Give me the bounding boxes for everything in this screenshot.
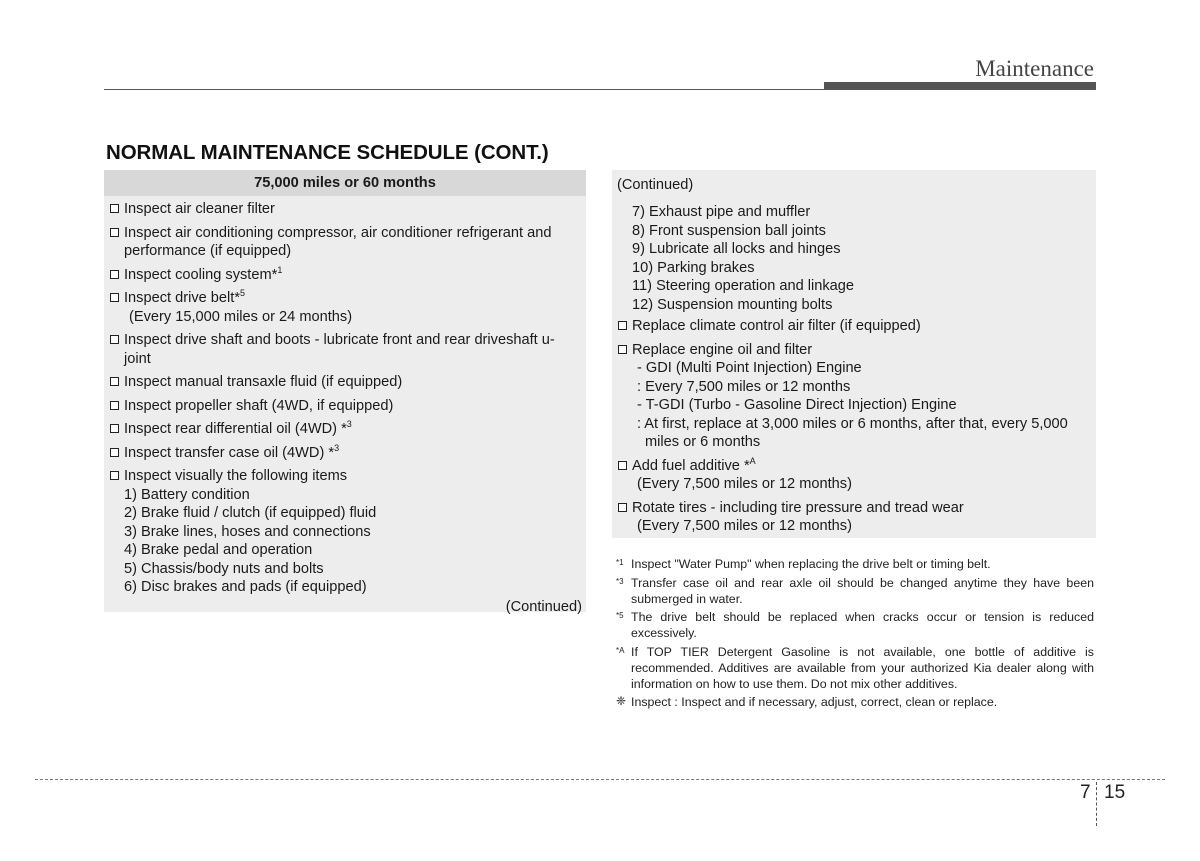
- detail-line: : Every 7,500 miles or 12 months: [637, 378, 851, 395]
- footnote-text: The drive belt should be replaced when cracks occur or tension is reduced excessively.: [631, 610, 1094, 641]
- item-text: Inspect rear differential oil (4WD) *: [124, 421, 347, 437]
- checkbox-icon: [618, 321, 627, 330]
- checkbox-icon: [110, 471, 119, 480]
- list-item: 10) Parking brakes: [632, 259, 755, 276]
- item-text: Add fuel additive *: [632, 457, 750, 474]
- footnote: [616, 576, 1094, 608]
- page-number: 15: [1104, 782, 1126, 803]
- footnote-ref: 3: [346, 419, 352, 430]
- checkbox-icon: [110, 204, 119, 213]
- footnote-text: If TOP TIER Detergent Gasoline is not available, one bottle of additive is recommended. Additives are available from your authorized Kia dealer along with information on how to use them. Do not mix other additives.: [631, 644, 1094, 691]
- checkbox-icon: [618, 503, 627, 512]
- footnote: [616, 610, 1094, 642]
- footnote-text: Inspect "Water Pump" when replacing the drive belt or timing belt.: [631, 557, 991, 571]
- list-item: [110, 373, 580, 392]
- footnote-mark: *A: [616, 645, 625, 655]
- checkbox-icon: [110, 401, 119, 410]
- interval-text: (Every 15,000 miles or 24 months): [129, 308, 353, 325]
- checkbox-icon: [110, 424, 119, 433]
- checkbox-icon: [110, 377, 119, 386]
- list-item: [110, 331, 580, 368]
- item-text: Inspect air conditioning compressor, air conditioner refrigerant and performance (if equipped): [124, 224, 552, 259]
- chapter-number: 7: [1080, 782, 1091, 803]
- header-rule-accent: [824, 82, 1096, 90]
- list-item: [618, 499, 1090, 536]
- list-item: 5) Chassis/body nuts and bolts: [124, 560, 324, 577]
- schedule-panel-left: [104, 170, 586, 615]
- footnote-mark: *3: [616, 576, 624, 586]
- footnotes: [616, 557, 1094, 714]
- list-item: [110, 200, 580, 219]
- schedule-list-left: [104, 196, 586, 597]
- list-item: [110, 444, 580, 463]
- checkbox-icon: [110, 293, 119, 302]
- page-number-divider: [1096, 782, 1097, 826]
- interval-text: (Every 7,500 miles or 12 months): [637, 518, 852, 534]
- visual-check-list: [612, 198, 1096, 314]
- item-text: Replace engine oil and filter: [632, 341, 813, 358]
- list-item: [618, 457, 1090, 494]
- list-item: [110, 467, 580, 597]
- item-text: Inspect cooling system*: [124, 266, 278, 283]
- schedule-list-right: [612, 317, 1096, 536]
- checkbox-icon: [618, 345, 627, 354]
- checkbox-icon: [618, 461, 627, 470]
- list-item: 11) Steering operation and linkage: [632, 278, 855, 294]
- footnote: [616, 645, 1094, 692]
- checkbox-icon: [110, 228, 119, 237]
- footnote: [616, 695, 1094, 711]
- checkbox-icon: [110, 335, 119, 344]
- footnote-ref: 1: [277, 264, 283, 275]
- footnote: [616, 557, 1094, 573]
- list-item: [618, 317, 1090, 336]
- list-item: [110, 397, 580, 416]
- detail-line: - GDI (Multi Point Injection) Engine: [637, 360, 862, 376]
- item-text: Inspect drive shaft and boots - lubricate front and rear driveshaft u-joint: [124, 332, 555, 367]
- footnote-ref: 5: [240, 288, 246, 299]
- list-item: 8) Front suspension ball joints: [632, 222, 826, 239]
- continued-label: (Continued): [505, 598, 582, 615]
- interval-text: (Every 7,500 miles or 12 months): [637, 476, 852, 492]
- list-item: [110, 266, 580, 285]
- checkbox-icon: [110, 270, 119, 279]
- item-text: Inspect propeller shaft (4WD, if equipped): [124, 397, 394, 414]
- item-text: Rotate tires - including tire pressure and tread wear: [632, 499, 964, 516]
- footnote-ref: 3: [334, 442, 340, 453]
- list-item: 4) Brake pedal and operation: [124, 542, 313, 558]
- list-item: 1) Battery condition: [124, 486, 250, 503]
- footnote-mark: *5: [616, 611, 624, 621]
- detail-line: - T-GDI (Turbo - Gasoline Direct Injection) Engine: [637, 397, 957, 413]
- item-text: Inspect visually the following items: [124, 468, 348, 484]
- list-item: 9) Lubricate all locks and hinges: [632, 241, 841, 257]
- footnote-mark: ❈: [616, 694, 627, 709]
- item-text: Inspect drive belt*: [124, 290, 241, 306]
- page-title: NORMAL MAINTENANCE SCHEDULE (CONT.): [106, 141, 549, 164]
- detail-line: miles or 6 months: [645, 434, 761, 450]
- list-item: 3) Brake lines, hoses and connections: [124, 523, 371, 540]
- item-text: Replace climate control air filter (if equipped): [632, 318, 921, 334]
- item-text: Inspect manual transaxle fluid (if equipped): [124, 374, 403, 390]
- list-item: [110, 289, 580, 326]
- footer-rule: [35, 779, 1165, 780]
- footnote-text: Inspect : Inspect and if necessary, adjust, correct, clean or replace.: [631, 695, 998, 710]
- continued-label: (Continued): [617, 177, 694, 193]
- item-text: Inspect air cleaner filter: [124, 201, 275, 217]
- interval-heading: 75,000 miles or 60 months: [104, 170, 586, 196]
- visual-check-list: [124, 486, 580, 597]
- section-title: Maintenance: [975, 56, 1094, 81]
- schedule-panel-right: [612, 170, 1096, 538]
- list-item: 7) Exhaust pipe and muffler: [632, 204, 811, 220]
- checkbox-icon: [110, 448, 119, 457]
- list-item: [110, 420, 580, 439]
- detail-line: : At first, replace at 3,000 miles or 6 months, after that, every 5,000: [637, 415, 1068, 432]
- list-item: 6) Disc brakes and pads (if equipped): [124, 579, 367, 595]
- footnote-text: Transfer case oil and rear axle oil should be changed anytime they have been submerged in water.: [631, 575, 1094, 606]
- list-item: [110, 224, 580, 261]
- list-item: [618, 341, 1090, 452]
- footnote-ref: A: [749, 455, 756, 466]
- item-text: Inspect transfer case oil (4WD) *: [124, 444, 335, 461]
- list-item: 12) Suspension mounting bolts: [632, 296, 833, 313]
- list-item: 2) Brake fluid / clutch (if equipped) fluid: [124, 505, 377, 521]
- engine-oil-details: [632, 359, 1090, 452]
- footnote-mark: *1: [616, 558, 624, 567]
